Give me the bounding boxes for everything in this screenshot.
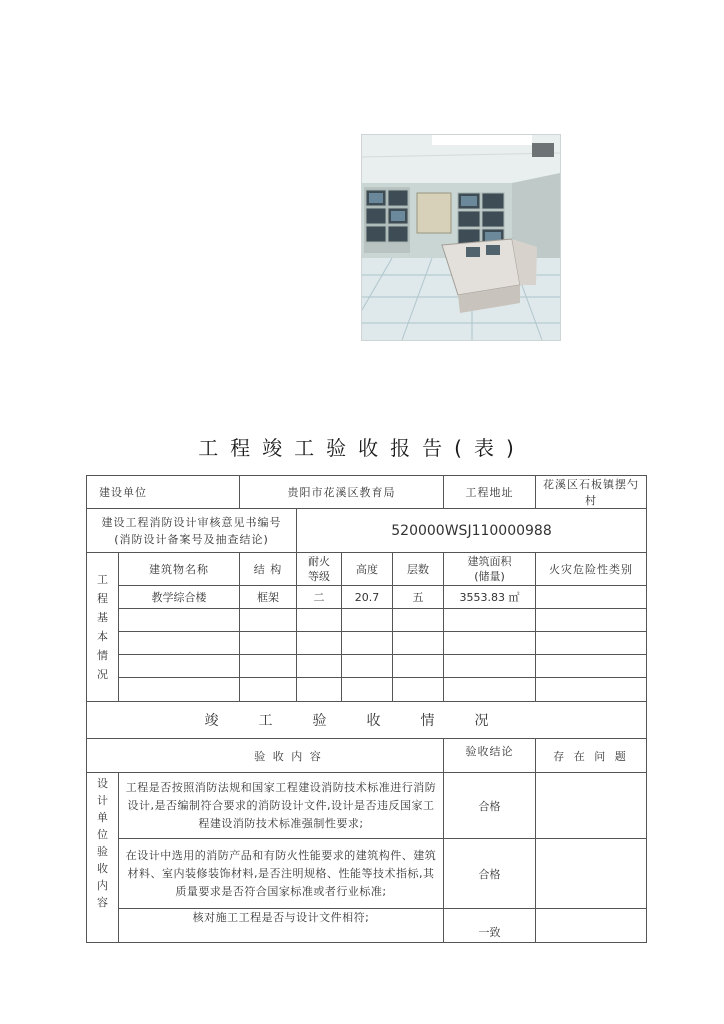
list-item <box>87 909 647 943</box>
table-row <box>87 678 647 702</box>
address-value: 花溪区石板镇摆勺村 <box>536 476 647 509</box>
col-hazard-class: 火灾危险性类别 <box>536 553 647 586</box>
acceptance-item-issue <box>536 773 647 839</box>
acceptance-item-text: 在设计中选用的消防产品和有防火性能要求的建筑构件、建筑材料、室内装修装饰材料,是否注明规格、性能等技术指标,其质量要求是否符合国家标准或者行业标准; <box>119 839 444 909</box>
basic-info-side-label: 工 程 基 本 情 况 <box>87 553 119 702</box>
unit-label: 建设单位 <box>87 476 240 509</box>
col-height: 高度 <box>342 553 393 586</box>
list-item <box>87 839 647 909</box>
table-row <box>87 632 647 655</box>
address-label: 工程地址 <box>444 476 536 509</box>
acceptance-item-text: 工程是否按照消防法规和国家工程建设消防技术标准进行消防设计,是否编制符合要求的消防设计文件,设计是否违反国家工程建设消防技术标准强制性要求; <box>119 773 444 839</box>
table-row: 教学综合楼 框架 二 20.7 五 3553.83 ㎡ <box>87 586 647 609</box>
acceptance-item-result: 合格 <box>444 839 536 909</box>
acceptance-report-table <box>86 475 647 943</box>
acceptance-item-text: 核对施工工程是否与设计文件相符; <box>119 909 444 943</box>
acceptance-item-result: 合格 <box>444 773 536 839</box>
col-structure: 结 构 <box>240 553 297 586</box>
report-title: 工程竣工验收报告(表) <box>198 436 526 460</box>
table-row <box>87 655 647 678</box>
list-item <box>87 773 647 839</box>
unit-value: 贵阳市花溪区教育局 <box>240 476 444 509</box>
col-acceptance-conclusion: 验收结论 <box>444 739 536 773</box>
col-building-name: 建筑物名称 <box>119 553 240 586</box>
col-floors: 层数 <box>393 553 444 586</box>
acceptance-item-issue <box>536 839 647 909</box>
col-existing-issues: 存 在 问 题 <box>536 739 647 773</box>
table-row <box>87 609 647 632</box>
review-label-line-1: 建设工程消防设计审核意见书编号 <box>101 515 282 529</box>
review-number-value: 520000WSJ110000988 <box>297 509 647 553</box>
control-room-photo <box>361 134 561 341</box>
review-number-label <box>87 509 297 553</box>
acceptance-section-title: 竣工验收情况 <box>87 702 647 739</box>
acceptance-item-result: 一致 <box>444 909 536 943</box>
review-label-line-2: (消防设计备案号及抽查结论) <box>114 532 269 546</box>
acceptance-item-issue <box>536 909 647 943</box>
col-fire-grade: 耐火 等级 <box>297 553 342 586</box>
design-acceptance-side-label: 设 计 单 位 验 收 内 容 <box>87 773 119 943</box>
col-acceptance-content: 验 收 内 容 <box>87 739 444 773</box>
col-area: 建筑面积 (储量) <box>444 553 536 586</box>
